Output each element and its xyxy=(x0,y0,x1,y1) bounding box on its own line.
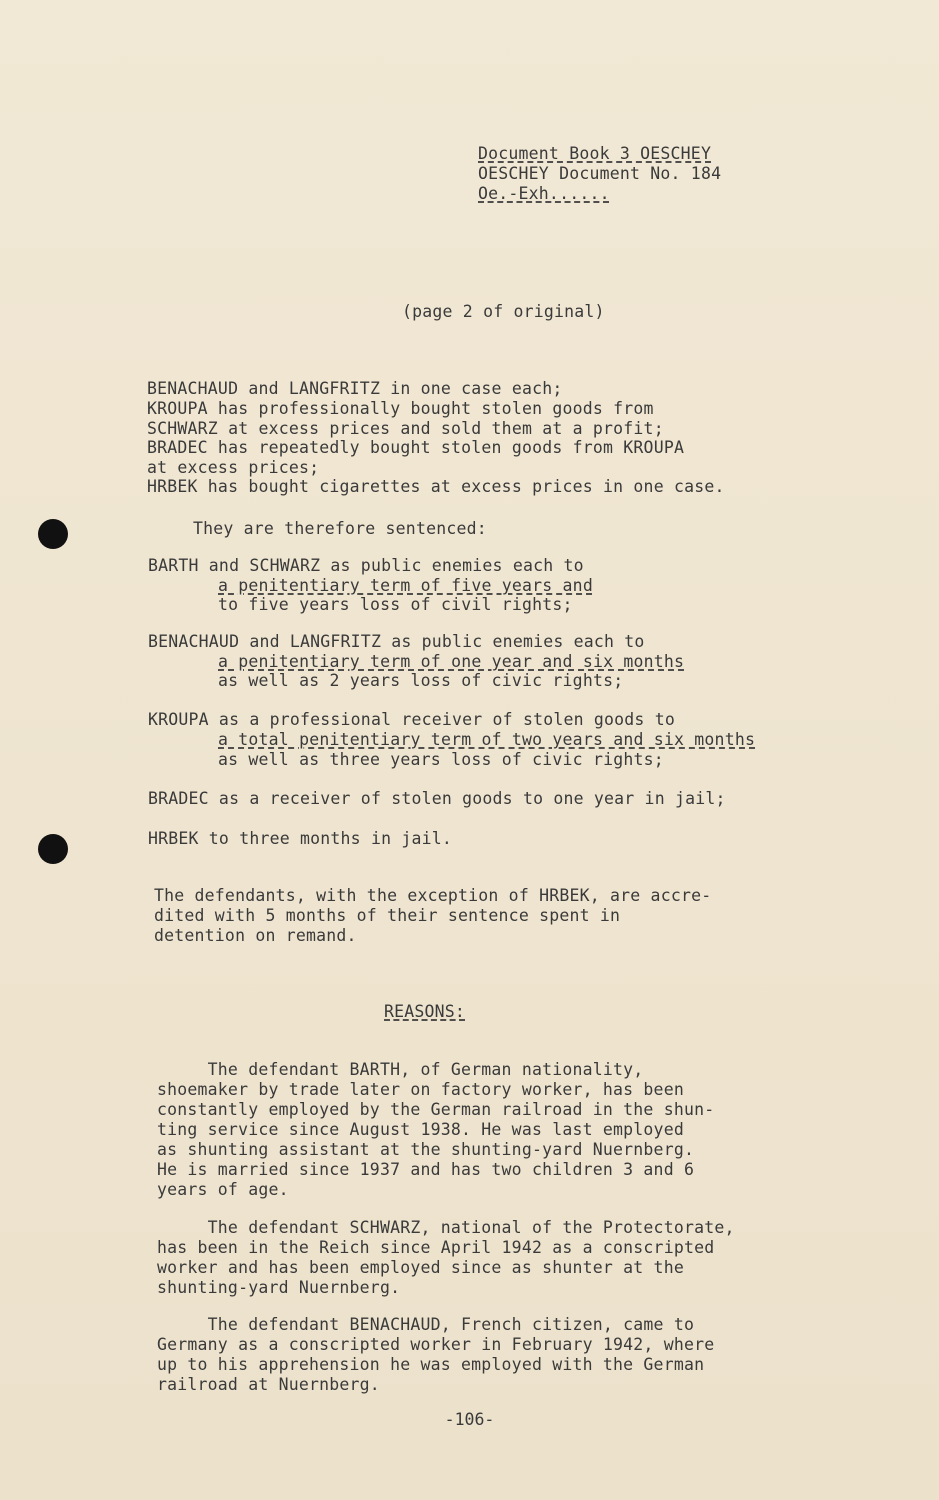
intro-line: BENACHAUD and LANGFRITZ in one case each; xyxy=(147,379,563,398)
sentence-line: KROUPA as a professional receiver of stolen goods to xyxy=(148,710,675,729)
paragraph-line: years of age. xyxy=(157,1180,289,1199)
sentence-line: BENACHAUD and LANGFRITZ as public enemies each to xyxy=(148,632,645,651)
credit-line: dited with 5 months of their sentence spent in xyxy=(154,906,621,925)
sentence-term: a penitentiary term of five years and xyxy=(218,576,593,595)
header-line-3: Oe.-Exh...... xyxy=(478,184,610,203)
sentence-hrbek: HRBEK to three months in jail. xyxy=(148,829,453,848)
sentence-line: BARTH and SCHWARZ as public enemies each to xyxy=(148,556,584,575)
header-line-1: Document Book 3 OESCHEY xyxy=(478,144,712,163)
credit-line: detention on remand. xyxy=(154,926,357,945)
sentence-bradec: BRADEC as a receiver of stolen goods to one year in jail; xyxy=(148,789,726,808)
paragraph-line: He is married since 1937 and has two children 3 and 6 xyxy=(157,1160,695,1179)
paragraph-line: worker and has been employed since as shunter at the xyxy=(157,1258,684,1277)
sentence-term: a total penitentiary term of two years and six months xyxy=(218,730,756,749)
intro-line: SCHWARZ at excess prices and sold them at a profit; xyxy=(147,419,664,438)
paragraph-line: constantly employed by the German railroad in the shun- xyxy=(157,1100,715,1119)
intro-line: KROUPA has professionally bought stolen goods from xyxy=(147,399,654,418)
page-note: (page 2 of original) xyxy=(402,302,605,321)
paragraph-line: Germany as a conscripted worker in February 1942, where xyxy=(157,1335,715,1354)
paragraph-line: The defendant SCHWARZ, national of the Protectorate, xyxy=(157,1218,735,1237)
reasons-heading: REASONS: xyxy=(384,1002,466,1021)
sentence-line: as well as 2 years loss of civic rights; xyxy=(218,671,624,690)
paragraph-line: The defendant BARTH, of German nationality, xyxy=(157,1060,644,1079)
paragraph-line: shunting-yard Nuernberg. xyxy=(157,1278,401,1297)
paragraph-line: up to his apprehension he was employed with the German xyxy=(157,1355,705,1374)
punch-hole-upper xyxy=(38,519,68,549)
header-line-2: OESCHEY Document No. 184 xyxy=(478,164,722,183)
page-number: -106- xyxy=(444,1410,495,1429)
intro-line: HRBEK has bought cigarettes at excess prices in one case. xyxy=(147,477,725,496)
paragraph-line: shoemaker by trade later on factory worker, has been xyxy=(157,1080,684,1099)
paragraph-line: as shunting assistant at the shunting-yard Nuernberg. xyxy=(157,1140,695,1159)
punch-hole-lower xyxy=(38,834,68,864)
credit-line: The defendants, with the exception of HRBEK, are accre- xyxy=(154,886,712,905)
paragraph-line: The defendant BENACHAUD, French citizen, came to xyxy=(157,1315,695,1334)
sentence-term: a penitentiary term of one year and six months xyxy=(218,652,685,671)
intro-line: at excess prices; xyxy=(147,458,320,477)
sentence-line: to five years loss of civil rights; xyxy=(218,595,573,614)
intro-line: BRADEC has repeatedly bought stolen goods from KROUPA xyxy=(147,438,685,457)
paragraph-line: has been in the Reich since April 1942 as a conscripted xyxy=(157,1238,715,1257)
paragraph-line: ting service since August 1938. He was last employed xyxy=(157,1120,684,1139)
paragraph-line: railroad at Nuernberg. xyxy=(157,1375,380,1394)
sentence-line: as well as three years loss of civic rights; xyxy=(218,750,664,769)
sentenced-intro: They are therefore sentenced: xyxy=(193,519,487,538)
